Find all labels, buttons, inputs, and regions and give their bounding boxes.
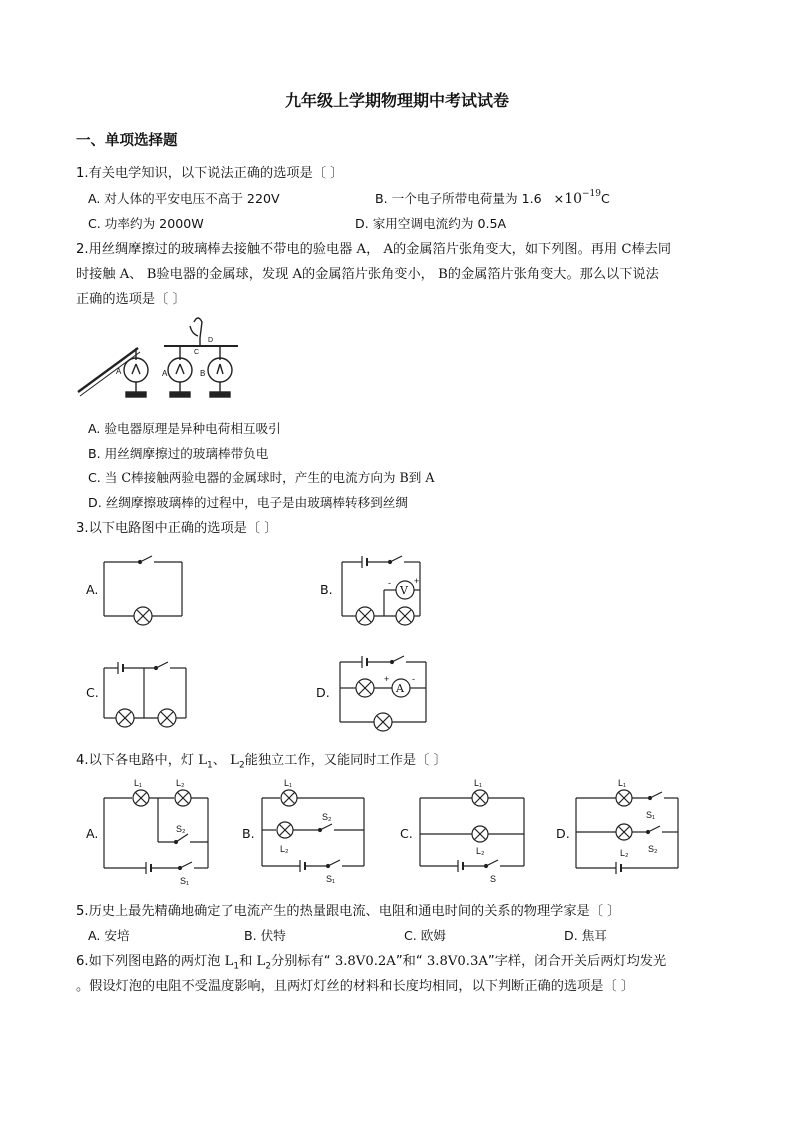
q3-label-b: B.	[320, 582, 333, 597]
q4-label-b: B.	[242, 826, 255, 841]
q4a-s2: S₂	[176, 824, 186, 834]
q4d-s2: S₂	[648, 844, 658, 854]
q4b-s2: S₂	[322, 812, 332, 822]
ammeter-plus: +	[384, 674, 390, 684]
q4d-l1: L₁	[618, 778, 627, 788]
fig-label-a2: A	[162, 369, 168, 378]
q4b-s1: S₁	[326, 874, 336, 884]
q5-option-b: B. 伏特	[244, 928, 286, 943]
q3-circuit-a	[100, 550, 186, 630]
ammeter-symbol: A	[396, 682, 404, 695]
electroscope-figure	[76, 312, 246, 404]
q6-stem-line1: 6.如下列图电路的两灯泡 $L_1$和 $L_2$分别标有“ 3.8V0.2A”和“ 3.8V0.3A”字样，闭合开关后两灯均发光	[76, 954, 667, 972]
fig-label-c: C	[194, 349, 200, 356]
q5-option-d: D. 焦耳	[564, 928, 607, 943]
q4-label-a: A.	[86, 826, 99, 841]
q2-stem-line3: 正确的选项是〔 〕	[76, 292, 186, 307]
q4d-l2: L₂	[620, 848, 629, 858]
q4c-l2: L₂	[476, 846, 485, 856]
q4c-s: S	[490, 874, 497, 884]
q4b-l2: L₂	[280, 844, 289, 854]
fig-label-a1: A	[116, 367, 122, 376]
q1-stem: 1.有关电学知识，以下说法正确的选项是〔 〕	[76, 166, 344, 181]
voltmeter-symbol: V	[400, 584, 408, 597]
q1-option-a: A. 对人体的平安电压不高于 220V	[88, 191, 280, 206]
q3-stem: 3.以下电路图中正确的选项是〔 〕	[76, 521, 278, 536]
q4-circuit-d	[570, 774, 688, 886]
q4-label-d: D.	[556, 826, 570, 841]
q2-stem-line1: 2.用丝绸摩擦过的玻璃棒去接触不带电的验电器 A， A的金属箔片张角变大，如下列图。再用 C棒去同	[76, 242, 672, 257]
q3-label-d: D.	[316, 685, 330, 700]
page-title: 九年级上学期物理期中考试试卷	[284, 91, 509, 110]
q3-circuit-d	[336, 650, 432, 736]
q4-circuit-a	[100, 776, 216, 886]
q5-stem: 5.历史上最先精确地确定了电流产生的热量跟电流、电阻和通电时间的关系的物理学家是〔 〕	[76, 904, 621, 919]
q5-option-a: A. 安培	[88, 928, 130, 943]
q2-option-a: A. 验电器原理是异种电荷相互吸引	[88, 421, 281, 436]
voltmeter-minus: -	[388, 578, 391, 588]
section-heading: 一、单项选择题	[76, 133, 178, 149]
q2-option-c: C. 当 C棒接触两验电器的金属球时，产生的电流方向为 B到 A	[88, 470, 435, 485]
q4c-l1: L₁	[474, 778, 483, 788]
q2-stem-line2: 时接触 A、 B验电器的金属球，发现 A的金属箔片张角变小， B的金属箔片张角变大。那么以下说法	[76, 267, 659, 282]
q4-label-c: C.	[400, 826, 413, 841]
q6-stem-line2: 。假设灯泡的电阻不受温度影响，且两灯灯丝的材料和长度均相同，以下判断正确的选项是〔 〕	[76, 979, 635, 994]
q4d-s1: S₁	[646, 810, 656, 820]
q2-option-d: D. 丝绸摩擦玻璃棒的过程中，电子是由玻璃棒转移到丝绸	[88, 495, 408, 510]
ammeter-minus: -	[412, 674, 415, 684]
q3-label-c: C.	[86, 685, 99, 700]
q1-option-b: B. 一个电子所带电荷量为 $1.6 \times 10^{-19}C$	[375, 188, 610, 207]
fig-label-d: D	[208, 337, 214, 344]
q3-circuit-c	[100, 656, 190, 734]
voltmeter-plus: +	[414, 576, 420, 586]
q1-option-c: C. 功率约为 2000W	[88, 216, 204, 231]
q5-option-c: C. 欧姆	[404, 928, 446, 943]
q4b-l1: L₁	[284, 778, 293, 788]
q4-stem: 4.以下各电路中，灯 $L_1$、 $L_2$能独立工作，又能同时工作是〔 〕	[76, 753, 447, 771]
q4-circuit-b	[256, 774, 372, 886]
q2-option-b: B. 用丝绸摩擦过的玻璃棒带负电	[88, 446, 269, 461]
q3-circuit-b	[338, 548, 428, 630]
q4a-l2: L₂	[176, 778, 185, 788]
q4a-l1: L₁	[134, 778, 143, 788]
q1-option-d: D. 家用空调电流约为 0.5A	[355, 216, 507, 231]
q4-circuit-c	[414, 776, 532, 886]
q4a-s1: S₁	[180, 876, 190, 886]
fig-label-b: B	[200, 369, 206, 378]
q3-label-a: A.	[86, 582, 99, 597]
